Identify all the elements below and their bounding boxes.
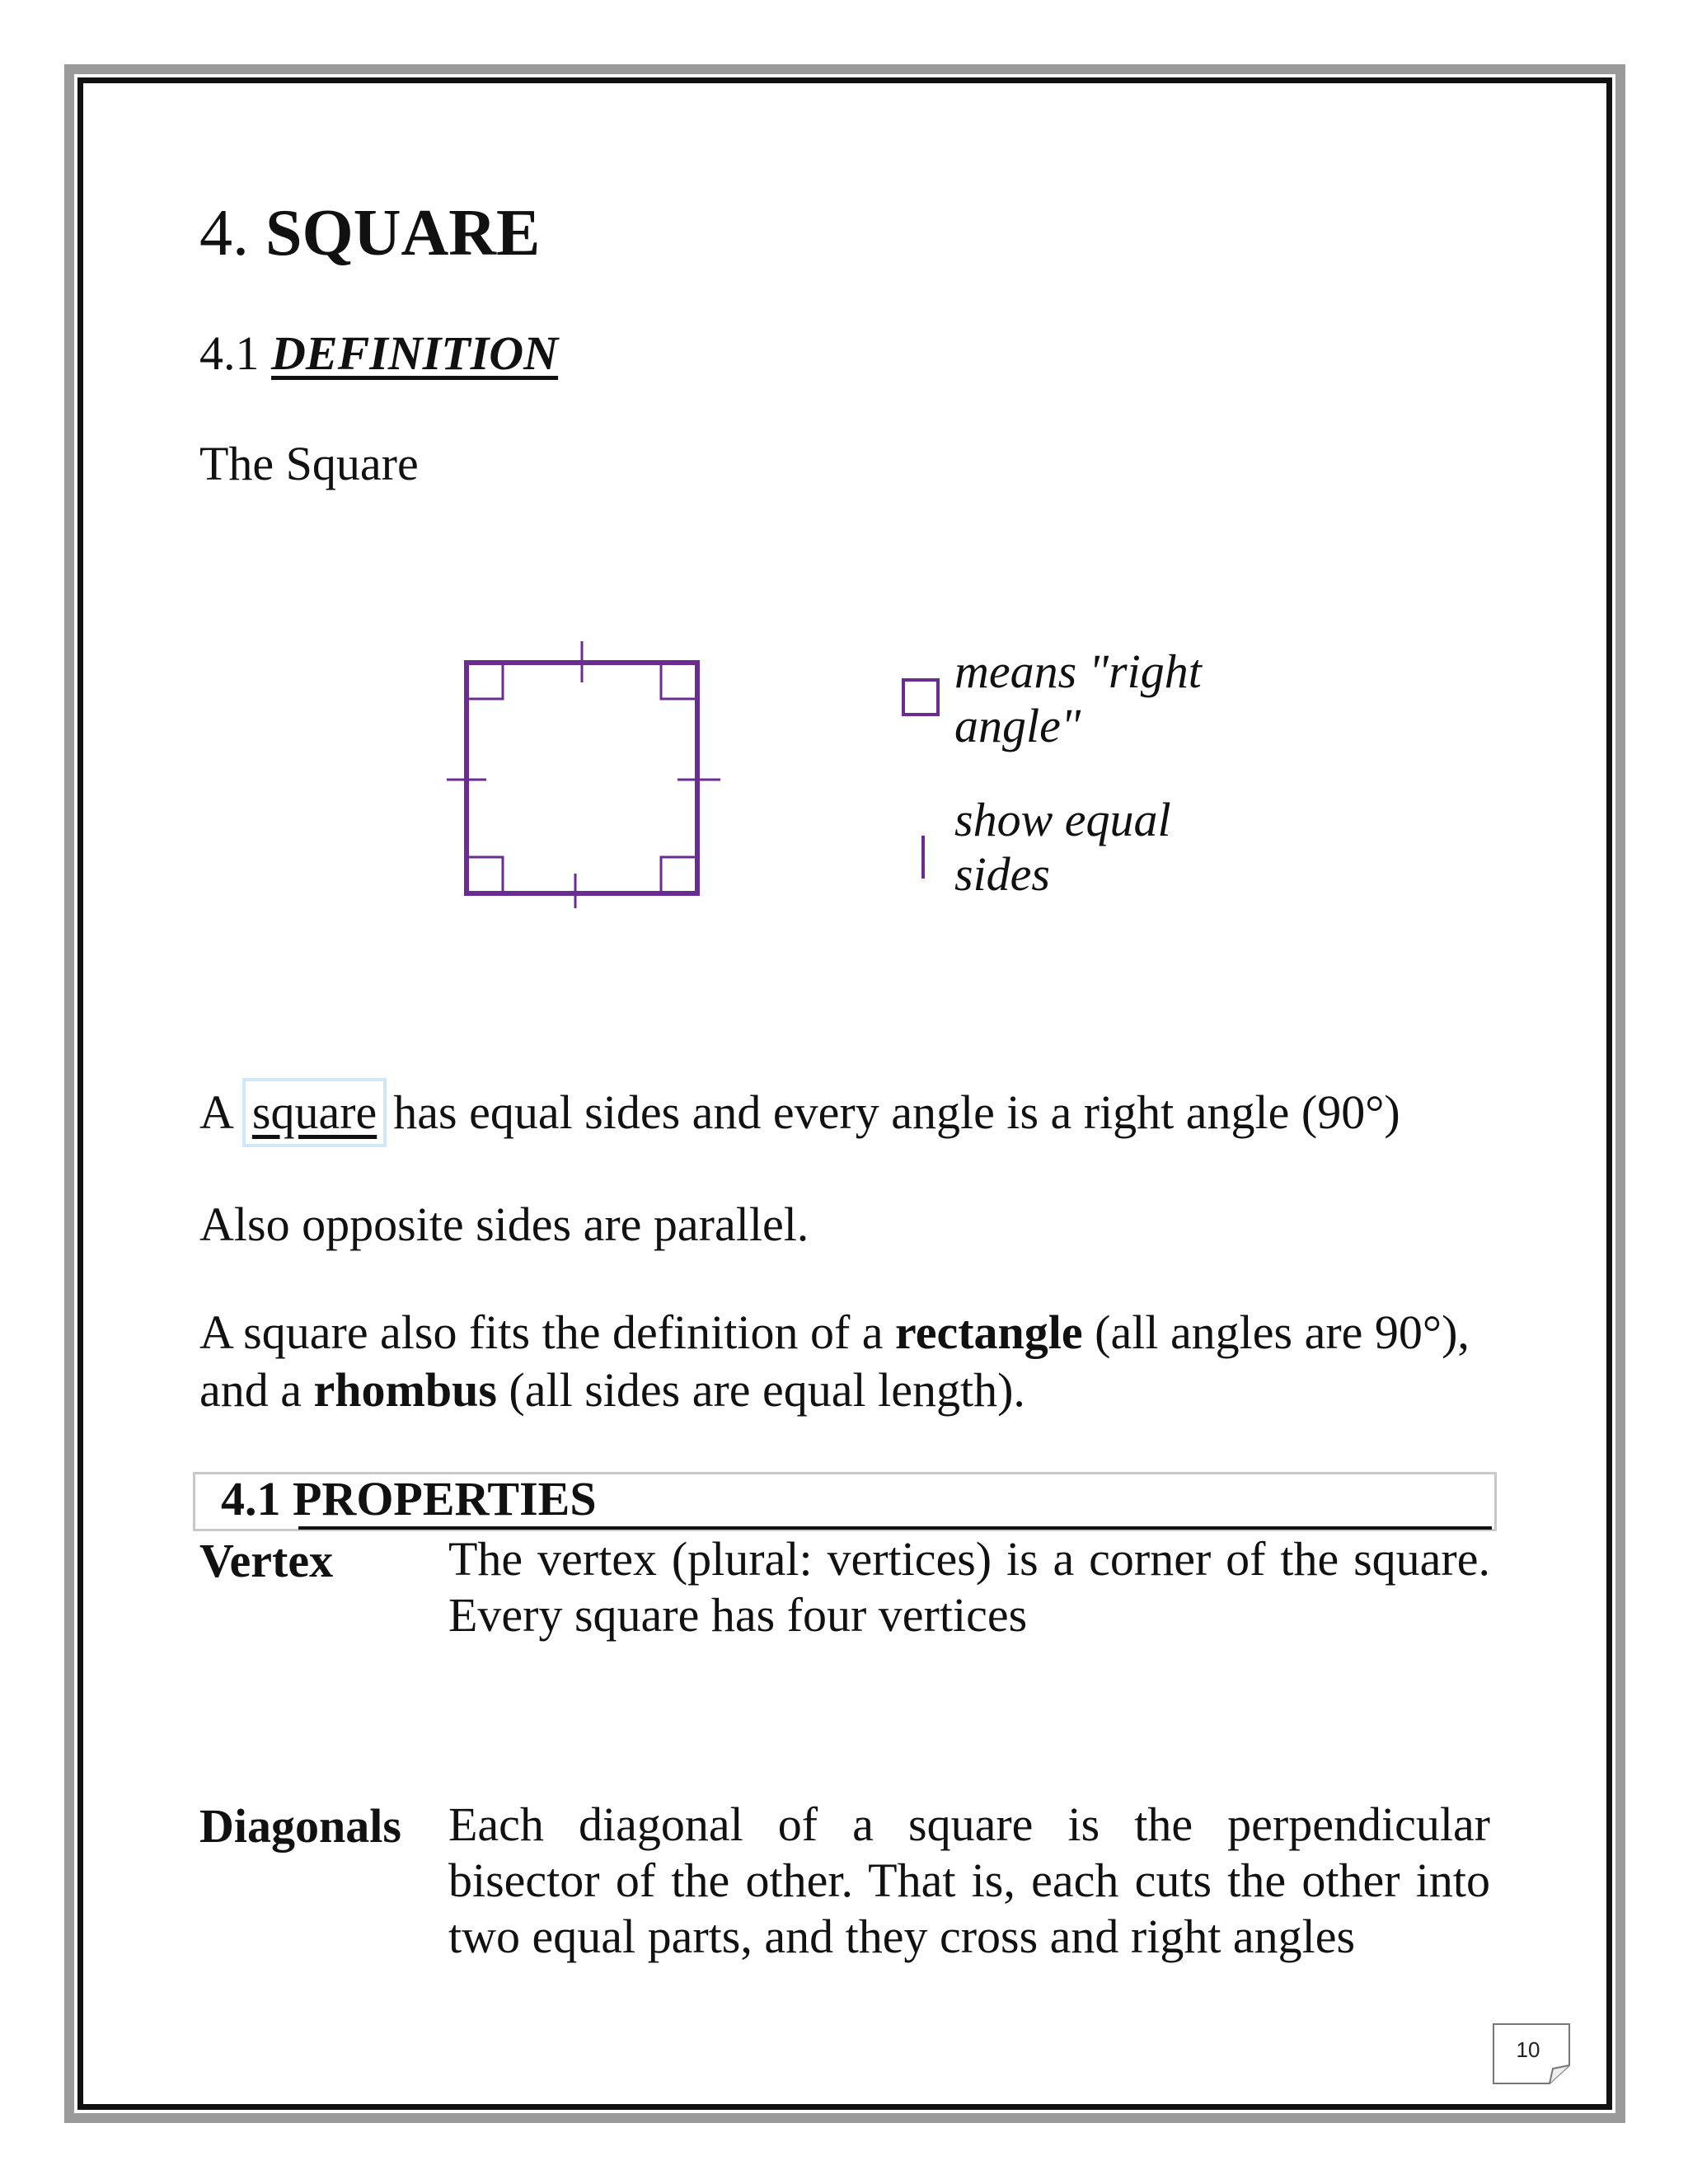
p3-bold-rectangle: rectangle: [895, 1305, 1083, 1359]
right-angle-mark-top-left: [467, 663, 503, 699]
page-number: 10: [1516, 2037, 1540, 2062]
definition-paragraph: [199, 1078, 1400, 1147]
right-angle-symbol-icon: [902, 678, 941, 718]
property-term-vertex: Vertex: [199, 1534, 334, 1587]
properties-heading: 4.1 PROPERTIES: [221, 1472, 597, 1526]
highlighted-word-square[interactable]: square: [242, 1078, 387, 1147]
p1-rest: has equal sides and every angle is a right angle (90°): [393, 1085, 1400, 1139]
page-number-badge: [1492, 2022, 1571, 2085]
section-title: DEFINITION: [271, 326, 559, 380]
section-heading-definition: [199, 326, 558, 381]
chapter-title: [199, 196, 540, 270]
chapter-name: SQUARE: [265, 197, 541, 269]
p3-part-c: (all sides are equal length).: [496, 1363, 1025, 1417]
right-angle-mark-bottom-right: [661, 857, 697, 893]
rectangle-rhombus-paragraph: [199, 1304, 1502, 1419]
section-number: 4.1: [199, 326, 260, 380]
right-angle-mark-bottom-left: [467, 857, 503, 893]
p3-part-b: (all angles are 90°), and a: [199, 1305, 1470, 1417]
property-term-diagonals: Diagonals: [199, 1799, 401, 1853]
legend-right-angle-text: means "right angle": [954, 644, 1202, 752]
p3-part-a: A square also fits the definition of a: [199, 1305, 896, 1359]
square-diagram: [437, 635, 734, 915]
p1-prefix: A: [199, 1085, 234, 1139]
legend-equal-sides-text: show equal sides: [954, 793, 1171, 901]
property-definition-vertex: The vertex (plural: vertices) is a corner of the square. Every square has four vertices: [448, 1532, 1490, 1642]
parallel-paragraph: Also opposite sides are parallel.: [199, 1197, 809, 1251]
chapter-number: 4.: [199, 197, 249, 269]
properties-heading-rule: [298, 1526, 1492, 1530]
property-definition-diagonals: Each diagonal of a square is the perpendicular bisector of the other. That is, each cuts the other into two equal parts, and they cross and right angles: [448, 1797, 1490, 1963]
right-angle-mark-top-right: [661, 663, 697, 699]
square-outline: [467, 663, 697, 893]
figure-subtitle: The Square: [199, 437, 419, 490]
p3-bold-rhombus: rhombus: [313, 1363, 497, 1417]
equal-side-tick-icon: [915, 832, 931, 882]
